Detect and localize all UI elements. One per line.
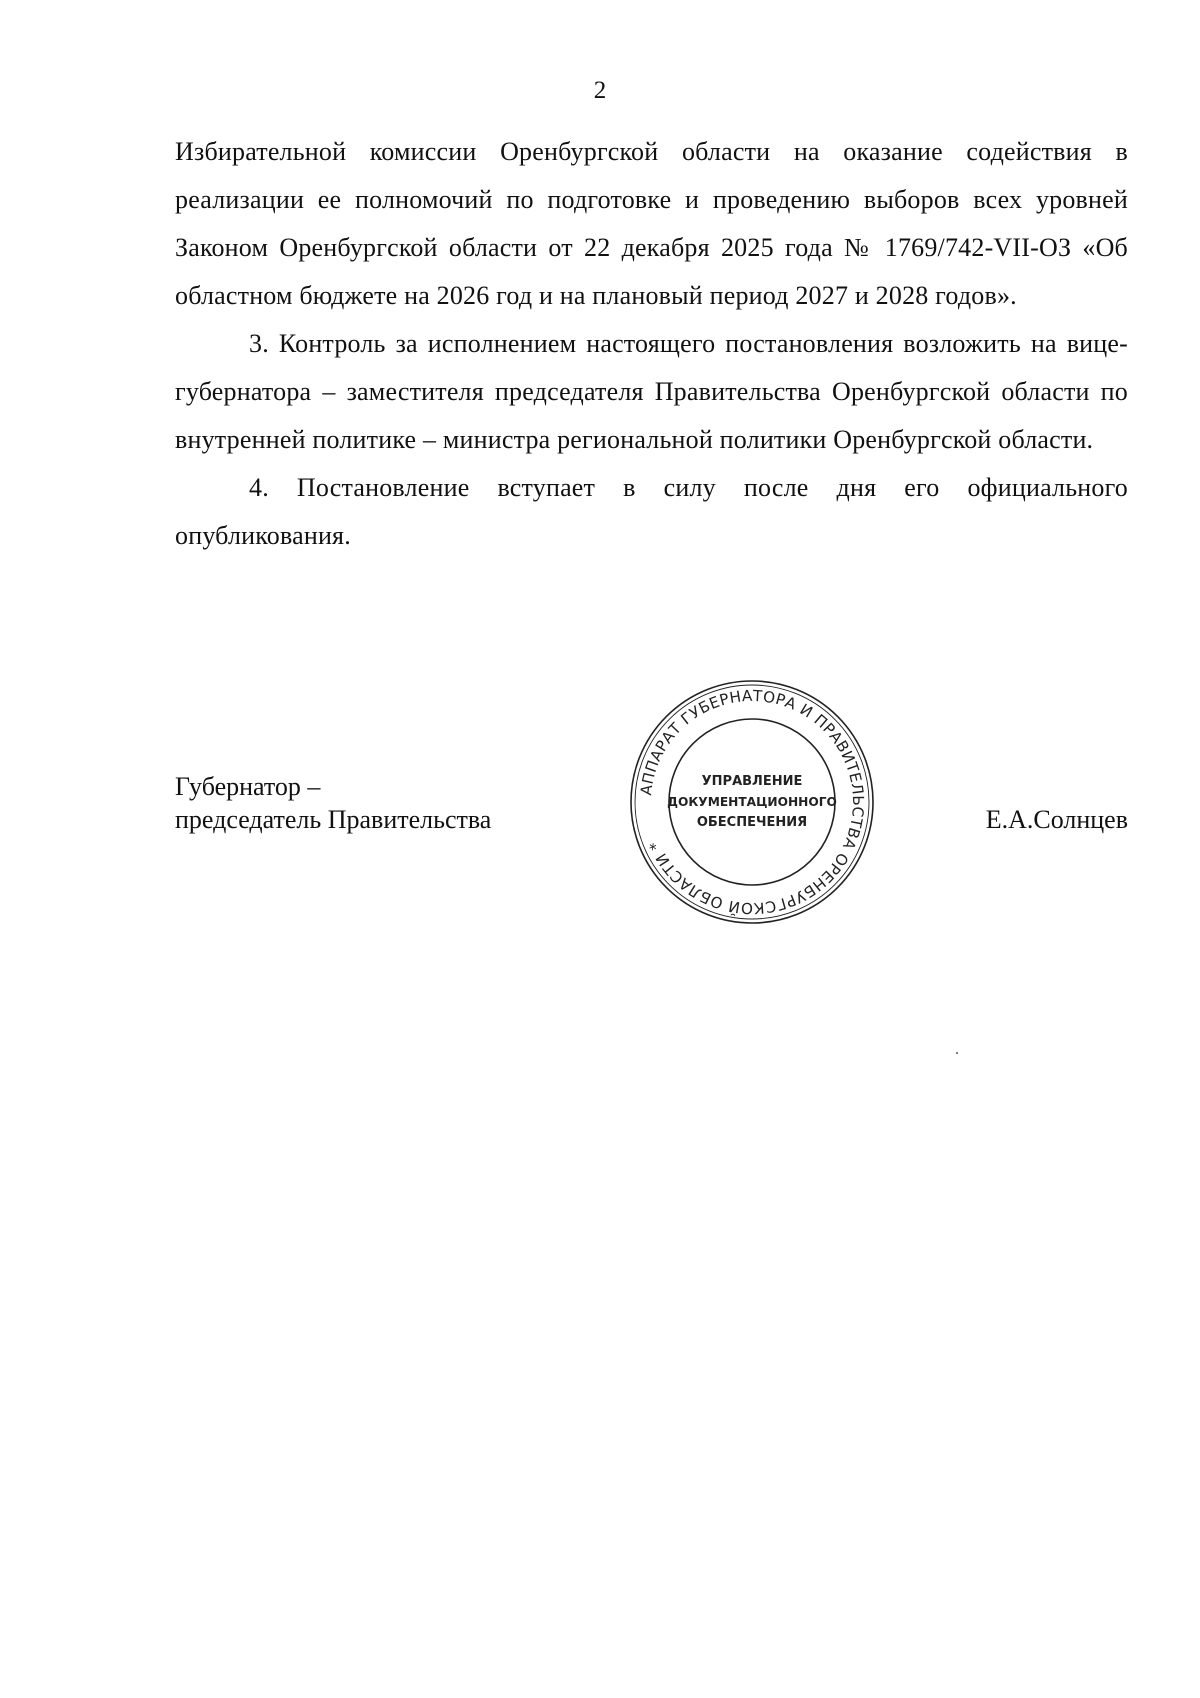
signatory-title-line-2: председатель Правительства bbox=[175, 805, 492, 834]
page-number: 2 bbox=[593, 77, 607, 104]
paragraph-continuation: Избирательной комиссии Оренбургской области на оказание содействия в реализации ее полномочий по подготовке и проведению выборов всех уровней Законом Оренбургской области от 22 декабря 2025 года № 1769/742-VII-ОЗ «Об областном бюджете на 2026 год и на плановый период 2027 и 2028 годов». bbox=[175, 137, 1128, 310]
stamp-center-line-1: УПРАВЛЕНИЕ bbox=[701, 774, 803, 789]
signatory-title bbox=[175, 770, 491, 836]
stamp-center-line-2: ДОКУМЕНТАЦИОННОГО bbox=[667, 795, 837, 809]
stamp-ring-text: АППАРАТ ГУБЕРНАТОРА И ПРАВИТЕЛЬСТВА ОРЕНБУРГСКОЙ ОБЛАСТИ * bbox=[637, 686, 868, 918]
paragraph-item-3: 3. Контроль за исполнением настоящего постановления возложить на вице-губернатора – заместителя председателя Правительства Оренбургской области по внутренней политике – министра региональной политики Оренбургской области. bbox=[175, 329, 1128, 454]
scan-speck bbox=[956, 1052, 958, 1054]
signatory-title-line-1: Губернатор – bbox=[175, 772, 321, 801]
official-seal-stamp bbox=[628, 678, 876, 926]
document-body bbox=[175, 128, 1128, 560]
stamp-center-line-3: ОБЕСПЕЧЕНИЯ bbox=[696, 815, 808, 830]
paragraph-item-4: 4. Постановление вступает в силу после дня его официального опубликования. bbox=[175, 473, 1128, 550]
signatory-name: Е.А.Солнцев bbox=[985, 805, 1128, 834]
